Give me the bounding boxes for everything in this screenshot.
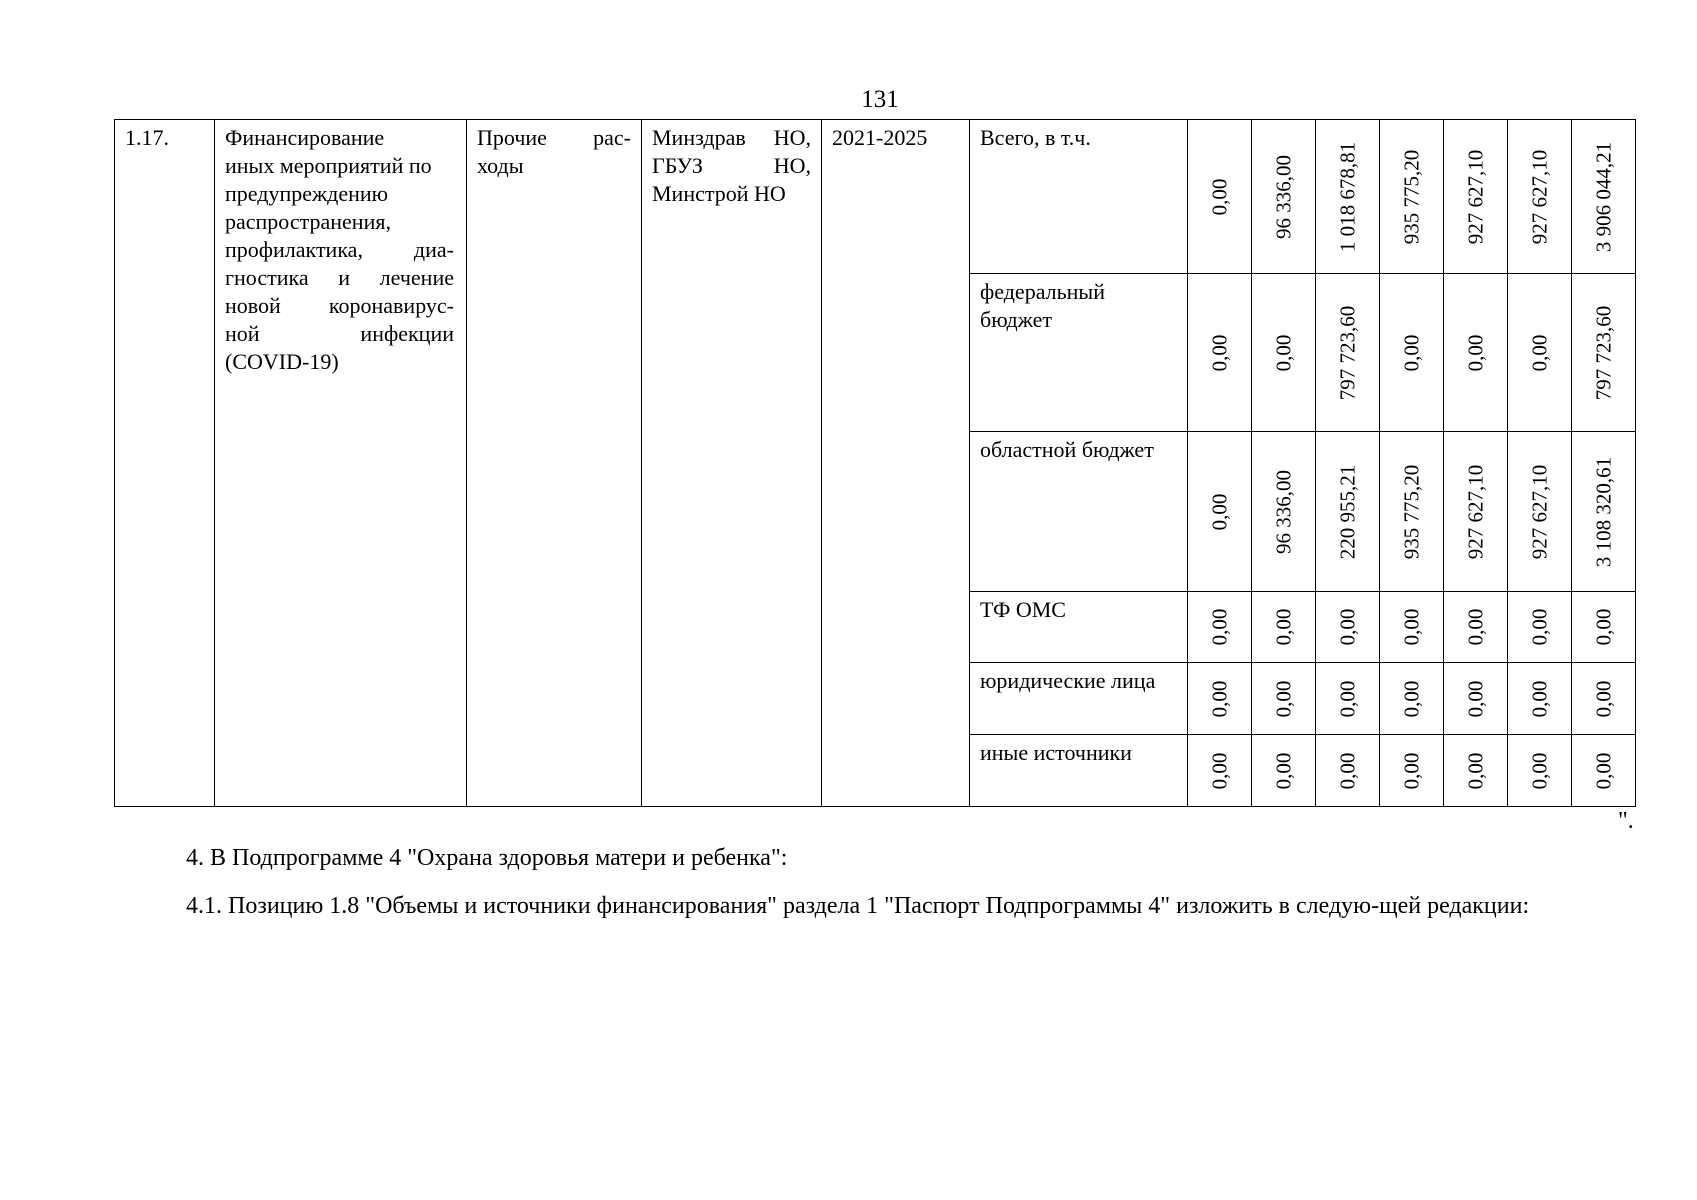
value-text: 0,00 — [1207, 752, 1231, 789]
value-text: 927 627,10 — [1463, 149, 1487, 244]
executor-cell — [642, 120, 822, 807]
page-number: 131 — [861, 86, 899, 113]
value-cell — [1252, 120, 1316, 274]
value-text: 1 018 678,81 — [1335, 141, 1359, 252]
value-cell — [1508, 120, 1572, 274]
value-text: 797 723,60 — [1335, 305, 1359, 400]
value-text: 0,00 — [1335, 608, 1359, 646]
value-text: 935 775,20 — [1399, 464, 1423, 559]
value-cell — [1188, 735, 1252, 807]
value-cell — [1252, 432, 1316, 592]
value-cell — [1508, 663, 1572, 735]
measure-name-line: новой коронавирус- — [225, 293, 454, 318]
source-label: федеральный бюджет — [980, 279, 1105, 332]
measure-name-line: ной инфекции — [225, 321, 454, 346]
source-label-cell — [970, 735, 1188, 807]
period: 2021-2025 — [832, 125, 928, 150]
value-cell — [1444, 735, 1508, 807]
measure-name-line: иных мероприятий по — [225, 153, 432, 178]
value-cell — [1508, 432, 1572, 592]
source-label-cell — [970, 663, 1188, 735]
source-label-cell — [970, 274, 1188, 432]
value-text: 0,00 — [1591, 680, 1615, 717]
value-text: 0,00 — [1463, 334, 1487, 371]
executor-line: Минстрой НО — [652, 181, 786, 206]
value-text: 935 775,20 — [1399, 149, 1423, 244]
value-cell — [1188, 663, 1252, 735]
value-text: 0,00 — [1399, 752, 1423, 789]
value-text: 0,00 — [1335, 680, 1359, 717]
source-label: Всего, в т.ч. — [980, 125, 1091, 150]
value-cell — [1252, 663, 1316, 735]
table-row-total — [115, 120, 1636, 274]
value-cell — [1252, 592, 1316, 663]
value-cell — [1572, 592, 1636, 663]
source-label-cell — [970, 592, 1188, 663]
value-cell — [1572, 274, 1636, 432]
value-text: 0,00 — [1271, 608, 1295, 646]
value-text: 96 336,00 — [1271, 469, 1295, 554]
value-text: 0,00 — [1463, 608, 1487, 646]
source-label: ТФ ОМС — [980, 597, 1066, 622]
value-text: 0,00 — [1207, 493, 1231, 530]
value-text: 0,00 — [1207, 680, 1231, 717]
value-cell — [1444, 663, 1508, 735]
value-cell — [1380, 432, 1444, 592]
value-cell — [1316, 274, 1380, 432]
paragraph-position-4-1: 4.1. Позицию 1.8 "Объемы и источники финансирования" раздела 1 "Паспорт Подпрограммы 4" изложить в следую-щей редакции: — [186, 893, 1530, 919]
value-text: 0,00 — [1399, 608, 1423, 646]
value-cell — [1380, 120, 1444, 274]
period-cell — [822, 120, 970, 807]
value-text: 3 108 320,61 — [1591, 456, 1615, 567]
value-cell — [1380, 663, 1444, 735]
value-cell — [1572, 663, 1636, 735]
value-text: 0,00 — [1399, 334, 1423, 371]
value-text: 0,00 — [1271, 334, 1295, 371]
value-cell — [1316, 120, 1380, 274]
value-cell — [1508, 592, 1572, 663]
value-cell — [1380, 592, 1444, 663]
value-text: 3 906 044,21 — [1591, 141, 1615, 252]
value-text: 797 723,60 — [1591, 305, 1615, 400]
value-text: 0,00 — [1527, 608, 1551, 646]
expense-type-line: ходы — [477, 153, 524, 178]
executor-line: ГБУЗ НО, — [652, 153, 811, 178]
value-cell — [1252, 735, 1316, 807]
source-label: областной бюджет — [980, 437, 1154, 462]
value-cell — [1572, 735, 1636, 807]
value-cell — [1444, 432, 1508, 592]
value-text: 0,00 — [1463, 752, 1487, 789]
source-label-cell — [970, 432, 1188, 592]
measure-name-line: профилактика, диа- — [225, 237, 454, 262]
measure-name-line: предупреждению — [225, 181, 389, 206]
value-cell — [1380, 274, 1444, 432]
value-cell — [1316, 432, 1380, 592]
source-label: иные источники — [980, 740, 1132, 765]
value-text: 96 336,00 — [1271, 154, 1295, 239]
value-cell — [1188, 432, 1252, 592]
expense-type-line: Прочие рас- — [477, 125, 631, 150]
value-text: 0,00 — [1527, 334, 1551, 371]
value-text: 220 955,21 — [1335, 464, 1359, 559]
row-number: 1.17. — [125, 125, 169, 150]
measure-name-cell — [215, 120, 467, 807]
measure-name-line: распространения, — [225, 209, 391, 234]
value-text: 0,00 — [1463, 680, 1487, 717]
value-text: 0,00 — [1335, 752, 1359, 789]
measure-name-line: (COVID-19) — [225, 349, 339, 374]
value-text: 927 627,10 — [1463, 464, 1487, 559]
value-cell — [1444, 120, 1508, 274]
value-cell — [1508, 735, 1572, 807]
value-cell — [1444, 592, 1508, 663]
value-cell — [1572, 120, 1636, 274]
value-cell — [1380, 735, 1444, 807]
source-label: юридические лица — [980, 668, 1156, 693]
value-text: 0,00 — [1207, 178, 1231, 215]
expense-type-cell — [467, 120, 642, 807]
financing-table — [114, 119, 1636, 807]
source-label-cell — [970, 120, 1188, 274]
value-cell — [1188, 120, 1252, 274]
value-cell — [1508, 274, 1572, 432]
closing-quote: ". — [1618, 808, 1634, 834]
measure-name-line: гностика и лечение — [225, 265, 454, 290]
value-text: 0,00 — [1271, 752, 1295, 789]
value-text: 0,00 — [1207, 334, 1231, 371]
paragraph-subprogram-4: 4. В Подпрограмме 4 "Охрана здоровья матери и ребенка": — [186, 845, 788, 871]
value-cell — [1188, 274, 1252, 432]
row-number-cell — [115, 120, 215, 807]
value-text: 0,00 — [1207, 608, 1231, 646]
value-cell — [1572, 432, 1636, 592]
executor-line: Минздрав НО, — [652, 125, 811, 150]
value-cell — [1316, 735, 1380, 807]
value-text: 927 627,10 — [1527, 149, 1551, 244]
value-cell — [1444, 274, 1508, 432]
value-cell — [1252, 274, 1316, 432]
value-cell — [1316, 663, 1380, 735]
value-text: 927 627,10 — [1527, 464, 1551, 559]
value-text: 0,00 — [1591, 608, 1615, 646]
value-text: 0,00 — [1271, 680, 1295, 717]
value-text: 0,00 — [1527, 680, 1551, 717]
value-text: 0,00 — [1527, 752, 1551, 789]
measure-name-line: Финансирование — [225, 125, 385, 150]
value-text: 0,00 — [1399, 680, 1423, 717]
value-cell — [1316, 592, 1380, 663]
value-cell — [1188, 592, 1252, 663]
value-text: 0,00 — [1591, 752, 1615, 789]
